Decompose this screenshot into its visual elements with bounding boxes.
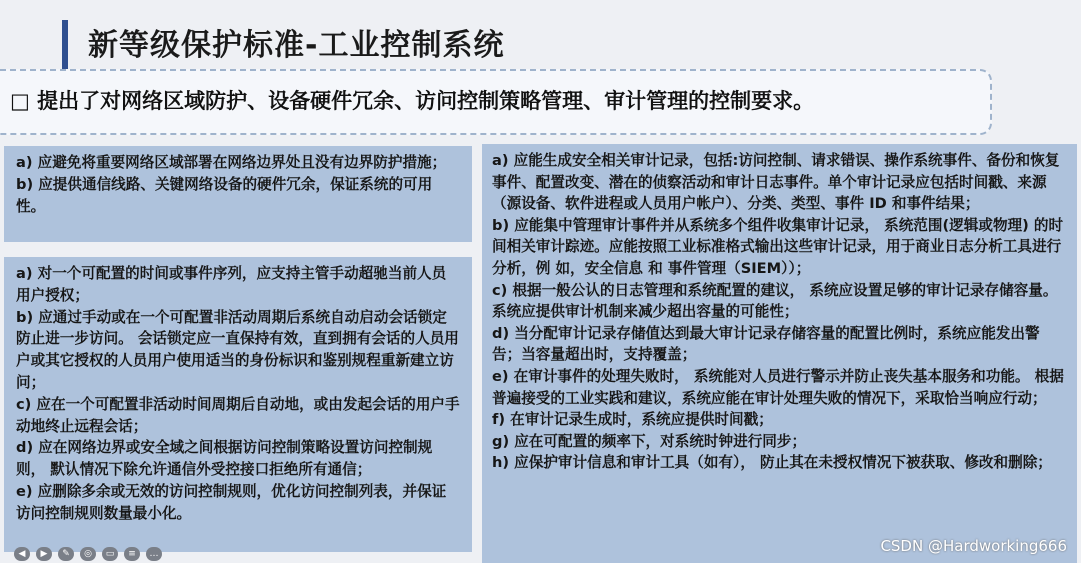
summary-callout [0, 69, 992, 135]
list-item: h) 应保护审计信息和审计工具（如有）， 防止其在未授权情况下被获取、修改和删除； [492, 454, 1052, 472]
page-title: 新等级保护标准-工业控制系统 [88, 28, 505, 63]
list-item: e) 应删除多余或无效的访问控制规则，优化访问控制列表，并保证访问控制规则数量最小化。 [16, 482, 447, 522]
pen-icon[interactable]: ✎ [58, 547, 74, 561]
prev-icon[interactable]: ◀ [14, 547, 30, 561]
list-item: b) 应通过手动或在一个可配置非活动周期后系统自动启动会话锁定防止进一步访问。 会话锁定应一直保持有效，直到拥有会话的人员用户或其它授权的人员用户使用适当的身份标识和鉴别规程重新建立访问； [16, 308, 459, 391]
watermark: CSDN @Hardworking666 [880, 537, 1067, 555]
more-icon[interactable]: … [146, 547, 162, 561]
list-item: b) 应能集中管理审计事件并从系统多个组件收集审计记录， 系统范围(逻辑或物理) 的时间相关审计踪迹。应能按照工业标准格式输出这些审计记录，用于商业日志分析工具进行分析，例 如，安全信息 和 事件管理（SIEM））； [492, 216, 1064, 277]
list-item: c) 应在一个可配置非活动时间周期后自动地，或由发起会话的用户手动地终止远程会话； [16, 395, 460, 435]
list-item: e) 在审计事件的处理失败时， 系统能对人员进行警示并防止丧失基本服务和功能。 根据普遍接受的工业实践和建议，系统应能在审计处理失败的情况下，采取恰当响应行动； [492, 367, 1064, 407]
access-control-box [4, 257, 472, 552]
next-icon[interactable]: ▶ [36, 547, 52, 561]
summary-text: □ 提出了对网络区域防护、设备硬件冗余、访问控制策略管理、审计管理的控制要求。 [10, 89, 815, 113]
list-item: g) 应在可配置的频率下，对系统时钟进行同步； [492, 432, 807, 450]
list-item: b) 应提供通信线路、关键网络设备的硬件冗余，保证系统的可用性。 [16, 175, 433, 215]
list-item: a) 应能生成安全相关审计记录，包括:访问控制、请求错误、操作系统事件、备份和恢复事件、配置改变、潜在的侦察活动和审计日志事件。单个审计记录应包括时间戳、来源（源设备、软件进程或人员用户帐户）、分类、类型、事件 ID 和事件结果； [492, 152, 1060, 213]
list-item: d) 应在网络边界或安全域之间根据访问控制策略设置访问控制规则， 默认情况下除允许通信外受控接口拒绝所有通信； [16, 439, 433, 479]
list-item: f) 在审计记录生成时，系统应提供时间戳； [492, 411, 773, 429]
audit-management-box [482, 144, 1077, 563]
target-icon[interactable]: ◎ [80, 547, 96, 561]
screen-icon[interactable]: ▭ [102, 547, 118, 561]
list-item: d) 当分配审计记录存储值达到最大审计记录存储容量的配置比例时，系统应能发出警告；当容量超出时，支持覆盖； [492, 324, 1040, 364]
list-item: c) 根据一般公认的日志管理和系统配置的建议， 系统应设置足够的审计记录存储容量。 系统应提供审计机制来减少超出容量的可能性； [492, 281, 1058, 321]
notes-icon[interactable]: ≡ [124, 547, 140, 561]
title-accent-bar [62, 20, 68, 76]
list-item: a) 应避免将重要网络区域部署在网络边界处且没有边界防护措施； [16, 154, 447, 171]
list-item: a) 对一个可配置的时间或事件序列，应支持主管手动超驰当前人员用户授权； [16, 265, 447, 304]
presentation-controls [14, 547, 162, 561]
network-protection-box [4, 146, 472, 242]
